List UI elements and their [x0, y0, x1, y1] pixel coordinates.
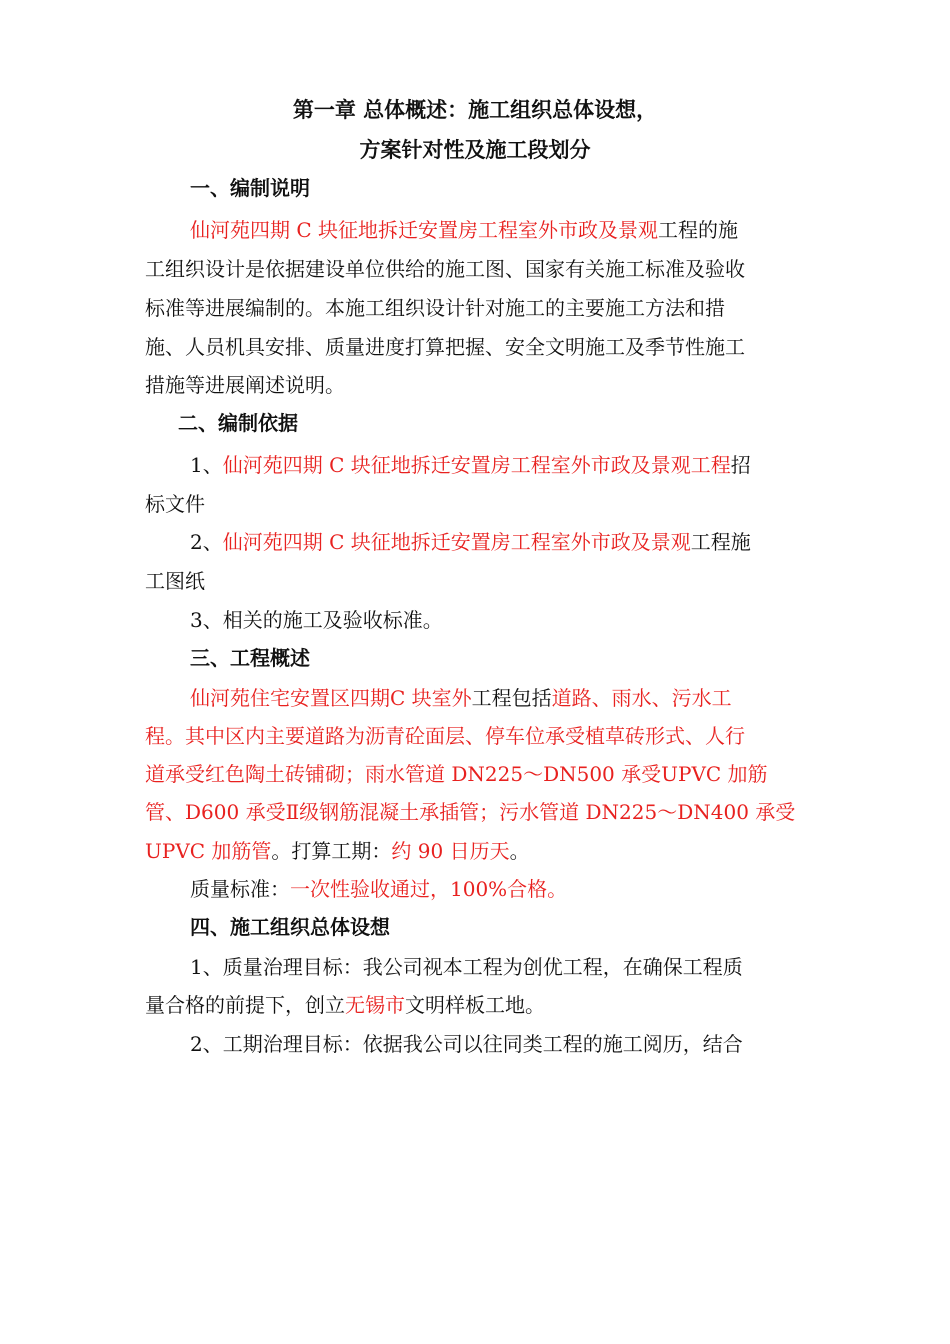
chapter-title-line-2: 方案针对性及施工段划分	[359, 138, 591, 162]
highlighted-text: 无锡市	[345, 993, 405, 1017]
list-item	[145, 568, 205, 594]
body-text: 工组织设计是依据建设单位供给的施工图、国家有关施工标准及验收	[145, 257, 745, 281]
body-text: 2、	[190, 530, 223, 554]
list-item	[190, 1031, 743, 1057]
body-text: 标文件	[145, 492, 205, 516]
paragraph-line	[145, 372, 345, 398]
body-text: 工程包括	[471, 686, 552, 710]
body-text: 1、质量治理目标：我公司视本工程为创优工程，在确保工程质	[190, 955, 743, 979]
chapter-title-line-1: 第一章 总体概述：施工组织总体设想，	[292, 98, 658, 122]
paragraph-line	[190, 685, 732, 711]
section-heading-3: 三、工程概述	[190, 646, 310, 670]
list-item	[190, 607, 443, 633]
list-item	[145, 491, 205, 517]
highlighted-text: 约 90 日历天	[391, 839, 510, 863]
highlighted-text: 道承受红色陶土砖铺砌；雨水管道 DN225～DN500 承受UPVC 加筋	[145, 762, 768, 786]
body-text: 质量标准：	[190, 877, 290, 901]
paragraph-line	[145, 334, 745, 360]
section-heading-4: 四、施工组织总体设想	[190, 915, 390, 939]
list-item	[145, 992, 545, 1018]
paragraph-line	[190, 876, 567, 902]
paragraph-line	[145, 838, 530, 864]
body-text: 工程施	[690, 530, 751, 554]
paragraph-line	[190, 217, 738, 243]
body-text: 施、人员机具安排、质量进度打算把握、安全文明施工及季节性施工	[145, 335, 745, 359]
list-item	[190, 529, 751, 555]
body-text: 工图纸	[145, 569, 205, 593]
section-heading-2: 二、编制依据	[178, 411, 298, 435]
list-item	[190, 452, 751, 478]
highlighted-text: 仙河苑四期 C 块征地拆迁安置房工程室外市政及景观	[222, 530, 691, 554]
body-text: 量合格的前提下，创立	[145, 993, 345, 1017]
highlighted-text: UPVC 加筋管	[145, 839, 272, 863]
highlighted-text: 管、D600 承受Ⅱ级钢筋混凝土承插管；污水管道 DN225～DN400 承受	[145, 800, 796, 824]
section-heading-1: 一、编制说明	[190, 176, 310, 200]
paragraph-line	[145, 799, 795, 825]
highlighted-text: 一次性验收通过，100%合格。	[290, 877, 568, 901]
body-text: 标准等进展编制的。本施工组织设计针对施工的主要施工方法和措	[145, 296, 725, 320]
highlighted-text: 仙河苑住宅安置区四期C 块室外	[190, 686, 472, 710]
highlighted-text: 道路、雨水、污水工	[551, 686, 732, 710]
highlighted-text: 仙河苑四期 C 块征地拆迁安置房工程室外市政及景观	[190, 218, 659, 242]
body-text: 1、	[190, 453, 223, 477]
paragraph-line	[145, 295, 725, 321]
list-item	[190, 954, 743, 980]
highlighted-text: 程。其中区内主要道路为沥青砼面层、停车位承受植草砖形式、人行	[145, 724, 745, 748]
body-text: 3、相关的施工及验收标准。	[190, 608, 443, 632]
body-text: 2、工期治理目标：依据我公司以往同类工程的施工阅历，结合	[190, 1032, 743, 1056]
body-text: 。打算工期：	[271, 839, 392, 863]
paragraph-line	[145, 723, 745, 749]
highlighted-text: 仙河苑四期 C 块征地拆迁安置房工程室外市政及景观工程	[222, 453, 731, 477]
paragraph-line	[145, 256, 745, 282]
body-text: 措施等进展阐述说明。	[145, 373, 345, 397]
paragraph-line	[145, 761, 768, 787]
body-text: 文明样板工地。	[405, 993, 545, 1017]
body-text: 招	[730, 453, 751, 477]
body-text: 工程的施	[658, 218, 739, 242]
body-text: 。	[509, 839, 530, 863]
